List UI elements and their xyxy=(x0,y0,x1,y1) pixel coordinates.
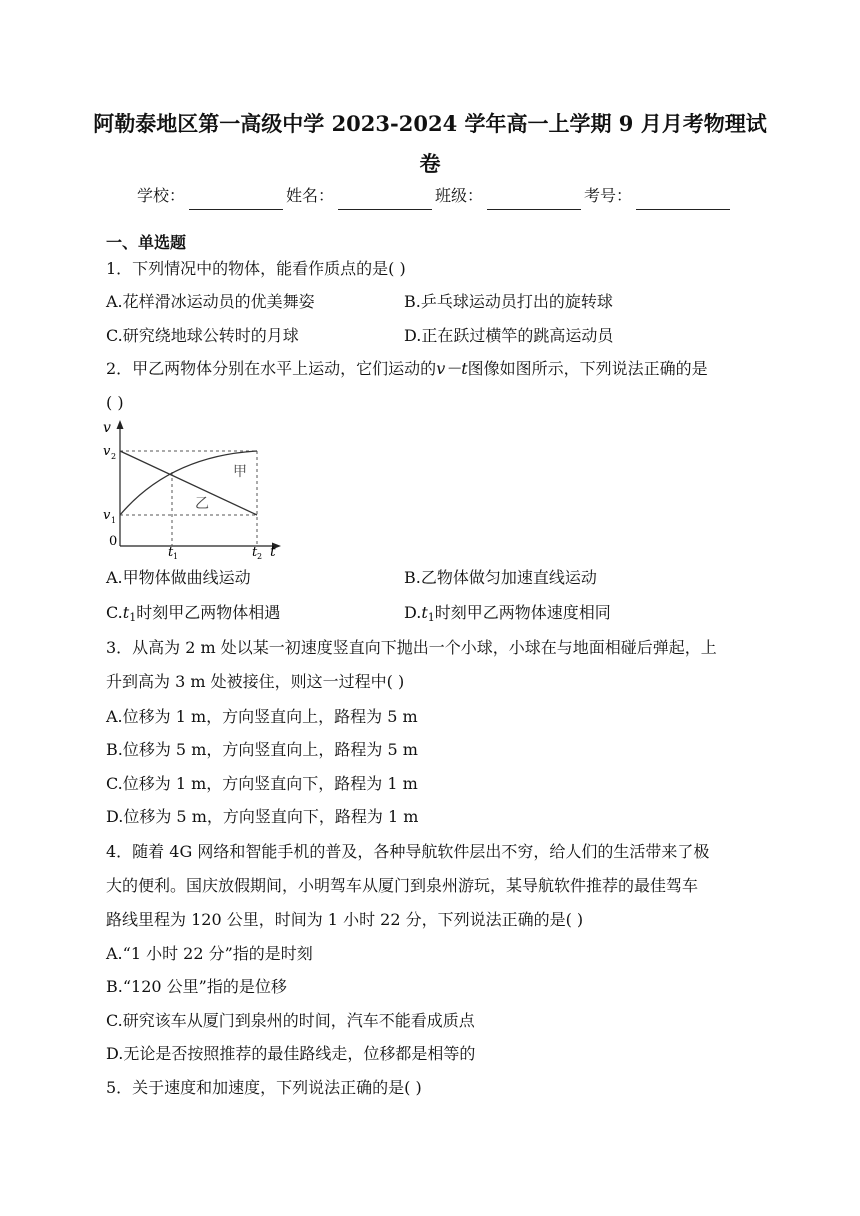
q2-stem xyxy=(106,357,708,381)
v2-label: v xyxy=(103,444,111,459)
q2-stem-pre: 2．甲乙两物体分别在水平上运动，它们运动的 xyxy=(106,359,437,378)
q1-option-b: B.乒乓球运动员打出的旋转球 xyxy=(404,292,613,311)
q4-option-c: C.研究该车从厦门到泉州的时间，汽车不能看成质点 xyxy=(106,1011,475,1030)
q2-d-prefix: D. xyxy=(404,603,422,622)
q4-stem-line1: 4．随着 4G 网络和智能手机的普及，各种导航软件层出不穷，给人们的生活带来了极 xyxy=(106,842,710,861)
q2-c-prefix: C. xyxy=(106,603,123,622)
q2-option-c xyxy=(106,601,280,630)
q1-stem: 1．下列情况中的物体，能看作质点的是( ) xyxy=(106,259,406,278)
q4-option-b: B.“120 公里”指的是位移 xyxy=(106,977,287,996)
v2-sub: 2 xyxy=(111,452,117,461)
q4-stem-line2: 大的便利。国庆放假期间，小明驾车从厦门到泉州游玩，某导航软件推荐的最佳驾车 xyxy=(106,876,699,895)
q2-option-b: B.乙物体做匀加速直线运动 xyxy=(404,568,597,587)
exam-no-blank[interactable] xyxy=(636,189,730,210)
origin-label: 0 xyxy=(109,534,118,549)
q4-option-d: D.无论是否按照推荐的最佳路线走，位移都是相等的 xyxy=(106,1044,476,1063)
yi-line xyxy=(120,451,257,515)
name-field xyxy=(286,182,435,210)
q1-option-c: C.研究绕地球公转时的月球 xyxy=(106,326,299,345)
q1-option-d: D.正在跃过横竿的跳高运动员 xyxy=(404,326,614,345)
q3-stem-line1: 3．从高为 2 m 处以某一初速度竖直向下抛出一个小球，小球在与地面相碰后弹起，上 xyxy=(106,638,717,657)
q1-option-a: A.花样滑冰运动员的优美舞姿 xyxy=(106,292,315,311)
name-blank[interactable] xyxy=(338,189,432,210)
q2-stem-post: 图像如图所示，下列说法正确的是 xyxy=(467,359,708,378)
q3-option-a: A.位移为 1 m，方向竖直向上，路程为 5 m xyxy=(106,707,418,726)
class-blank[interactable] xyxy=(487,189,581,210)
q2-stem-math: v－t xyxy=(436,359,468,378)
class-label: 班级： xyxy=(435,186,484,205)
exam-title-line1: 阿勒泰地区第一高级中学 2023-2024 学年高一上学期 9 月月考物理试 xyxy=(93,111,767,136)
jia-label: 甲 xyxy=(233,464,247,480)
class-field xyxy=(435,182,584,210)
q3-stem-line2: 升到高为 3 m 处被接住，则这一过程中( ) xyxy=(106,672,405,691)
student-info-row xyxy=(137,182,733,210)
t2-label: t xyxy=(252,545,258,560)
q2-d-text: 时刻甲乙两物体速度相同 xyxy=(434,603,611,622)
exam-no-field xyxy=(584,182,733,210)
exam-no-label: 考号： xyxy=(584,186,633,205)
q2-option-a: A.甲物体做曲线运动 xyxy=(106,568,251,587)
v1-sub: 1 xyxy=(111,516,117,525)
q5-stem: 5．关于速度和加速度，下列说法正确的是( ) xyxy=(106,1078,422,1097)
q2-c-text: 时刻甲乙两物体相遇 xyxy=(136,603,281,622)
q3-option-c: C.位移为 1 m，方向竖直向下，路程为 1 m xyxy=(106,774,418,793)
school-field xyxy=(137,182,286,210)
y-axis-label: v xyxy=(103,420,111,436)
exam-title-line2: 卷 xyxy=(419,151,441,176)
school-blank[interactable] xyxy=(189,189,283,210)
q2-c-sub: 1 xyxy=(129,611,137,624)
x-axis-label: t xyxy=(270,544,276,560)
q2-d-var: t xyxy=(421,603,428,622)
q3-option-d: D.位移为 5 m，方向竖直向下，路程为 1 m xyxy=(106,807,419,826)
yi-label: 乙 xyxy=(195,496,209,512)
vt-graph xyxy=(100,418,285,560)
t2-sub: 2 xyxy=(257,552,263,560)
q2-stem-line2: ( ) xyxy=(106,393,124,412)
q2-c-var: t xyxy=(122,603,130,622)
school-label: 学校： xyxy=(137,186,186,205)
t1-sub: 1 xyxy=(173,552,179,560)
t1-label: t xyxy=(168,545,174,560)
name-label: 姓名： xyxy=(286,186,335,205)
q2-option-d xyxy=(404,601,611,630)
q4-stem-line3: 路线里程为 120 公里，时间为 1 小时 22 分，下列说法正确的是( ) xyxy=(106,910,584,929)
y-axis-arrow xyxy=(117,420,124,429)
q4-option-a: A.“1 小时 22 分”指的是时刻 xyxy=(106,944,313,963)
q3-option-b: B.位移为 5 m，方向竖直向上，路程为 5 m xyxy=(106,740,418,759)
v1-label: v xyxy=(103,508,111,523)
section-heading: 一、单选题 xyxy=(106,233,187,252)
q2-d-sub: 1 xyxy=(427,611,435,624)
